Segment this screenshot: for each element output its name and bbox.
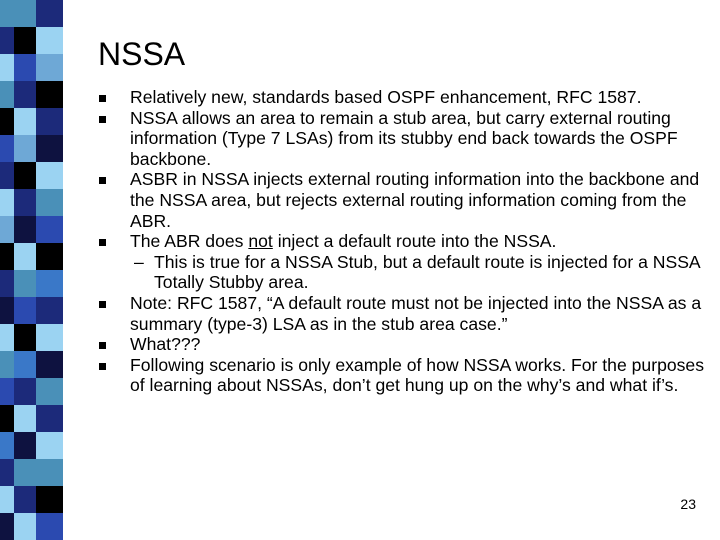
stripe-block	[0, 432, 14, 459]
stripe-block	[0, 108, 14, 135]
stripe-block	[36, 135, 63, 162]
stripe-block	[14, 189, 36, 216]
stripe-block	[14, 108, 36, 135]
stripe-block	[36, 189, 63, 216]
stripe-block	[0, 324, 14, 351]
list-item: Note: RFC 1587, “A default route must not be injected into the NSSA as a summary (type-3) LSA as in the stub area case.”	[96, 293, 706, 334]
stripe-block	[36, 108, 63, 135]
stripe-block	[0, 189, 14, 216]
stripe-block	[14, 459, 36, 486]
emphasis-underline: not	[248, 231, 273, 252]
stripe-block	[14, 378, 36, 405]
stripe-block	[14, 27, 36, 54]
stripe-block	[36, 81, 63, 108]
bullet-list	[96, 87, 706, 396]
stripe-block	[36, 459, 63, 486]
stripe-block	[0, 270, 14, 297]
stripe-block	[14, 432, 36, 459]
stripe-block	[0, 54, 14, 81]
list-item: Relatively new, standards based OSPF enhancement, RFC 1587.	[96, 87, 706, 108]
stripe-block	[14, 324, 36, 351]
stripe-block	[36, 513, 63, 540]
list-item: What???	[96, 334, 706, 355]
stripe-block	[0, 297, 14, 324]
stripe-block	[0, 405, 14, 432]
stripe-block	[14, 405, 36, 432]
stripe-block	[0, 459, 14, 486]
stripe-block	[0, 216, 14, 243]
list-item: The ABR does not inject a default route into the NSSA. – This is true for a NSSA Stub, but a default route is injected for a NSSA Totally Stubby area.	[96, 231, 706, 293]
stripe-block	[0, 135, 14, 162]
stripe-block	[36, 216, 63, 243]
stripe-block	[36, 162, 63, 189]
bullet-square-icon	[99, 177, 106, 184]
stripe-block	[14, 216, 36, 243]
stripe-block	[14, 0, 36, 27]
stripe-block	[36, 378, 63, 405]
stripe-block	[0, 243, 14, 270]
stripe-block	[36, 243, 63, 270]
stripe-block	[0, 351, 14, 378]
stripe-block	[0, 162, 14, 189]
bullet-square-icon	[99, 363, 106, 370]
list-item: ASBR in NSSA injects external routing information into the backbone and the NSSA area, but rejects external routing information coming from the ABR.	[96, 169, 706, 231]
stripe-block	[36, 297, 63, 324]
stripe-block	[36, 54, 63, 81]
dash-marker: –	[134, 251, 144, 272]
bullet-square-icon	[99, 95, 106, 102]
slide-title: NSSA	[98, 36, 186, 72]
list-item: Following scenario is only example of how NSSA works. For the purposes of learning about NSSAs, don’t get hung up on the why’s and what if’s.	[96, 355, 706, 396]
stripe-block	[14, 297, 36, 324]
title-rule	[98, 80, 698, 82]
stripe-block	[0, 513, 14, 540]
bullet-square-icon	[99, 301, 106, 308]
bullet-square-icon	[99, 116, 106, 123]
stripe-block	[0, 0, 14, 27]
bullet-square-icon	[99, 239, 106, 246]
stripe-block	[36, 270, 63, 297]
decorative-stripe	[0, 0, 63, 540]
stripe-block	[36, 27, 63, 54]
stripe-block	[14, 135, 36, 162]
stripe-block	[14, 54, 36, 81]
stripe-block	[14, 81, 36, 108]
stripe-block	[14, 351, 36, 378]
stripe-block	[0, 378, 14, 405]
bullet-square-icon	[99, 342, 106, 349]
page-number: 23	[680, 496, 696, 512]
stripe-block	[0, 27, 14, 54]
stripe-block	[36, 351, 63, 378]
stripe-block	[36, 432, 63, 459]
stripe-block	[36, 486, 63, 513]
stripe-block	[14, 270, 36, 297]
stripe-block	[36, 324, 63, 351]
sub-list-item: – This is true for a NSSA Stub, but a default route is injected for a NSSA Totally Stubby area.	[134, 251, 700, 293]
stripe-block	[14, 162, 36, 189]
stripe-block	[14, 486, 36, 513]
stripe-block	[14, 513, 36, 540]
stripe-block	[0, 486, 14, 513]
stripe-block	[14, 243, 36, 270]
stripe-block	[36, 0, 63, 27]
stripe-block	[36, 405, 63, 432]
list-item: NSSA allows an area to remain a stub area, but carry external routing information (Type 7 LSAs) from its stubby end back towards the OSPF backbone.	[96, 108, 706, 170]
stripe-block	[0, 81, 14, 108]
